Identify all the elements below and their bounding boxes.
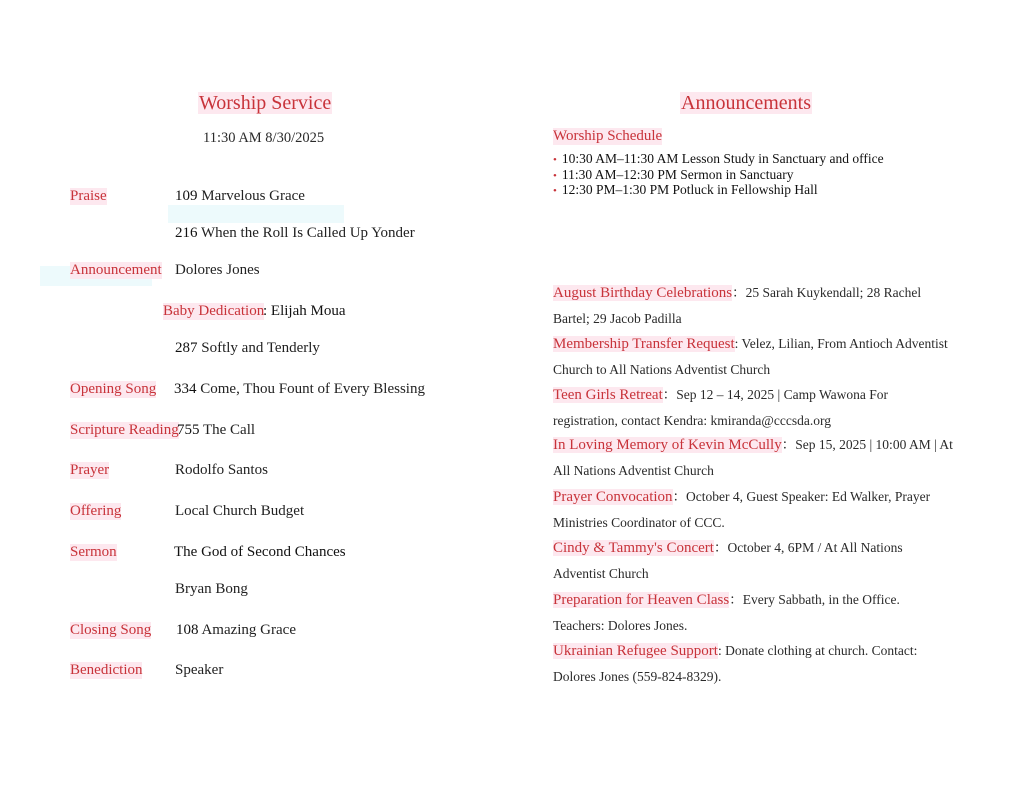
- item-value: Local Church Budget: [175, 503, 305, 519]
- announcement-teen-retreat: [553, 382, 953, 433]
- announcement-text: ：25 Sarah Kuykendall; 28 Rachel Bartel; 29 Jacob Padilla: [553, 285, 922, 326]
- schedule-item: • 11:30 AM–12:30 PM Sermon in Sanctuary: [553, 168, 884, 184]
- announcement-text: ：Sep 12 – 14, 2025 | Camp Wawona For registration, contact Kendra: kmiranda@cccsda.org: [553, 387, 888, 428]
- announcement-memorial: [553, 432, 953, 483]
- announcement-label: Membership Transfer Request: [553, 336, 735, 352]
- item-label: Offering: [70, 503, 122, 519]
- worship-schedule-list: [553, 152, 884, 199]
- item-value: : Elijah Moua: [263, 303, 346, 319]
- announcement-label: In Loving Memory of Kevin McCully: [553, 437, 782, 453]
- scan-artifact: [168, 205, 344, 223]
- item-label: Opening Song: [70, 381, 157, 397]
- announcement-text: : Velez, Lilian, From Antioch Adventist Church to All Nations Adventist Church: [553, 336, 948, 377]
- announcement-prayer-convocation: [553, 484, 953, 535]
- item-value: 109 Marvelous Grace: [175, 188, 305, 204]
- item-label: Benediction: [70, 662, 143, 678]
- announcement-label: Prayer Convocation: [553, 489, 673, 505]
- announcement-label: Preparation for Heaven Class: [553, 592, 730, 608]
- item-label: Announcement: [70, 262, 162, 278]
- worship-service-title: Worship Service: [199, 92, 332, 114]
- item-label: Sermon: [70, 544, 117, 560]
- item-label: Scripture Reading: [70, 422, 179, 438]
- item-value: Rodolfo Santos: [175, 462, 268, 478]
- schedule-item: • 10:30 AM–11:30 AM Lesson Study in Sanctuary and office: [553, 152, 884, 168]
- announcement-heaven-class: [553, 587, 953, 638]
- announcement-text: ：October 4, 6PM / At All Nations Adventist Church: [553, 540, 903, 581]
- item-value: 334 Come, Thou Fount of Every Blessing: [174, 381, 425, 397]
- item-value: Dolores Jones: [175, 262, 260, 278]
- item-label: Praise: [70, 188, 107, 204]
- announcement-label: Teen Girls Retreat: [553, 387, 663, 403]
- item-value: 755 The Call: [177, 422, 256, 438]
- announcement-birthdays: [553, 280, 953, 331]
- announcement-label: August Birthday Celebrations: [553, 285, 733, 301]
- item-label: Closing Song: [70, 622, 152, 638]
- item-value: 287 Softly and Tenderly: [175, 340, 320, 356]
- announcement-membership-transfer: [553, 331, 953, 382]
- announcement-label: Cindy & Tammy's Concert: [553, 540, 714, 556]
- item-label: Prayer: [70, 462, 110, 478]
- announcement-refugee-support: [553, 638, 953, 689]
- announcement-text: ：October 4, Guest Speaker: Ed Walker, Prayer Ministries Coordinator of CCC.: [553, 489, 931, 530]
- item-value: Bryan Bong: [175, 581, 248, 597]
- announcement-text: ：Sep 15, 2025 | 10:00 AM | At All Nations Adventist Church: [553, 437, 953, 478]
- item-value: 108 Amazing Grace: [176, 622, 296, 638]
- item-value: Speaker: [175, 662, 224, 678]
- announcement-text: : Donate clothing at church. Contact: Dolores Jones (559-824-8329).: [553, 643, 918, 684]
- sermon-title: The God of Second Chances: [174, 544, 346, 560]
- announcement-concert: [553, 535, 953, 586]
- item-label: Baby Dedication: [163, 303, 265, 319]
- announcements-title: Announcements: [681, 92, 811, 114]
- item-value: 216 When the Roll Is Called Up Yonder: [175, 225, 415, 241]
- service-datetime: 11:30 AM 8/30/2025: [203, 130, 325, 146]
- worship-schedule-heading: Worship Schedule: [553, 128, 663, 144]
- announcement-label: Ukrainian Refugee Support: [553, 643, 718, 659]
- announcement-text: ：Every Sabbath, in the Office. Teachers: Dolores Jones.: [553, 592, 900, 633]
- schedule-item: • 12:30 PM–1:30 PM Potluck in Fellowship Hall: [553, 183, 884, 199]
